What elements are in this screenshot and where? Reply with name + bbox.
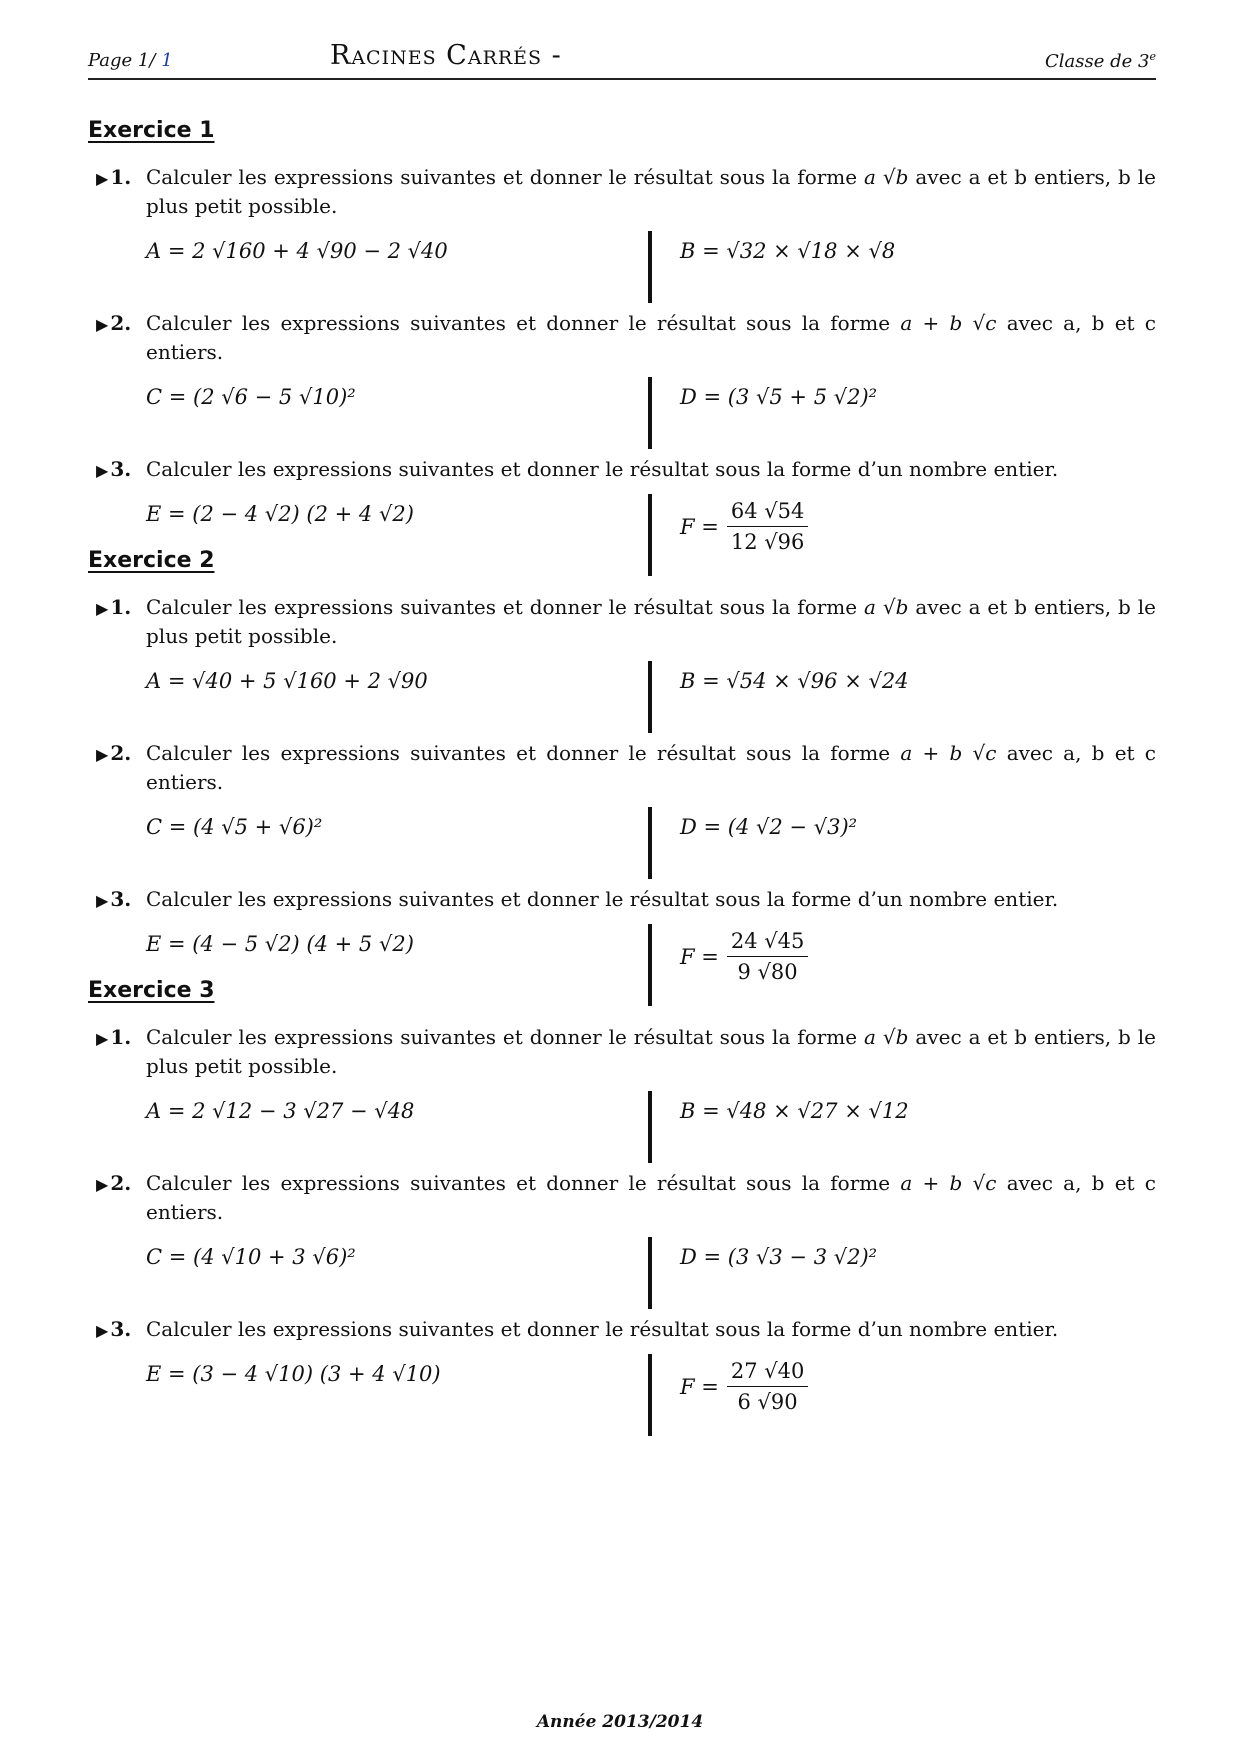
expression-f-prefix: F = xyxy=(680,1374,719,1399)
expression-c: C = (2 √6 − 5 √10)² xyxy=(146,385,356,409)
question-text: Calculer les expressions suivantes et donner le résultat sous la forme d’un nombre entier. xyxy=(146,887,1059,911)
expression-b: B = √32 × √18 × √8 xyxy=(680,239,896,263)
question-number: ▶ 1. xyxy=(96,165,132,189)
expressions-row xyxy=(88,377,1156,449)
question-text: Calculer les expressions suivantes et donner le résultat sous la forme d’un nombre entier. xyxy=(146,1317,1059,1341)
expression-e: E = (2 − 4 √2) (2 + 4 √2) xyxy=(146,502,414,526)
expression-d: D = (4 √2 − √3)² xyxy=(680,815,858,839)
question-2 xyxy=(88,1169,1156,1227)
triangle-bullet-icon: ▶ xyxy=(96,891,109,910)
question-text: Calculer les expressions suivantes et donner le résultat sous la forme a √b avec a et b entiers, b le plus petit possible. xyxy=(146,1025,1157,1078)
question-number: ▶ 2. xyxy=(96,311,132,335)
question-number: ▶ 2. xyxy=(96,741,132,765)
column-divider xyxy=(648,661,652,733)
triangle-bullet-icon: ▶ xyxy=(96,1029,109,1048)
page-label: Page 1/ xyxy=(88,50,156,71)
expressions-row xyxy=(88,1091,1156,1163)
expression-a: A = √40 + 5 √160 + 2 √90 xyxy=(146,669,428,693)
fraction-numerator: 64 √54 xyxy=(727,496,809,527)
expression-e: E = (3 − 4 √10) (3 + 4 √10) xyxy=(146,1362,441,1386)
column-divider xyxy=(648,1091,652,1163)
fraction-denominator: 9 √80 xyxy=(737,960,798,984)
result-form: a + b √c xyxy=(900,741,997,765)
expression-b: B = √54 × √96 × √24 xyxy=(680,669,909,693)
question-3 xyxy=(88,885,1156,914)
question-text: Calculer les expressions suivantes et donner le résultat sous la forme d’un nombre entier. xyxy=(146,457,1059,481)
question-text: Calculer les expressions suivantes et donner le résultat sous la forme a √b avec a et b entiers, b le plus petit possible. xyxy=(146,595,1157,648)
result-form: a √b xyxy=(864,595,909,619)
class-superscript: e xyxy=(1149,50,1156,63)
question-3 xyxy=(88,1315,1156,1344)
expression-e: E = (4 − 5 √2) (4 + 5 √2) xyxy=(146,932,414,956)
exercise-1 xyxy=(88,118,1156,582)
expression-a: A = 2 √12 − 3 √27 − √48 xyxy=(146,1099,415,1123)
triangle-bullet-icon: ▶ xyxy=(96,461,109,480)
question-2 xyxy=(88,739,1156,797)
fraction-numerator: 27 √40 xyxy=(727,1356,809,1387)
expression-d: D = (3 √3 − 3 √2)² xyxy=(680,1245,878,1269)
expression-a: A = 2 √160 + 4 √90 − 2 √40 xyxy=(146,239,448,263)
expressions-row xyxy=(88,807,1156,879)
triangle-bullet-icon: ▶ xyxy=(96,745,109,764)
result-form: a √b xyxy=(864,165,909,189)
question-number: ▶ 3. xyxy=(96,887,132,911)
column-divider xyxy=(648,1354,652,1436)
question-number: ▶ 2. xyxy=(96,1171,132,1195)
question-number: ▶ 1. xyxy=(96,595,132,619)
question-3 xyxy=(88,455,1156,484)
question-number: ▶ 3. xyxy=(96,457,132,481)
question-number: ▶ 1. xyxy=(96,1025,132,1049)
fraction-numerator: 24 √45 xyxy=(727,926,809,957)
expressions-row xyxy=(88,661,1156,733)
triangle-bullet-icon: ▶ xyxy=(96,599,109,618)
exercise-3 xyxy=(88,978,1156,1442)
column-divider xyxy=(648,377,652,449)
fraction-denominator: 6 √90 xyxy=(737,1390,798,1414)
question-1 xyxy=(88,163,1156,221)
expression-f-prefix: F = xyxy=(680,514,719,539)
exercise-title: Exercice 2 xyxy=(88,548,215,573)
result-form: a + b √c xyxy=(900,1171,997,1195)
triangle-bullet-icon: ▶ xyxy=(96,315,109,334)
fraction-denominator: 12 √96 xyxy=(730,530,805,554)
page-number-link[interactable]: 1 xyxy=(161,50,173,71)
column-divider xyxy=(648,1237,652,1309)
triangle-bullet-icon: ▶ xyxy=(96,1175,109,1194)
page-header xyxy=(88,38,1156,80)
expression-f-prefix: F = xyxy=(680,944,719,969)
column-divider xyxy=(648,807,652,879)
column-divider xyxy=(648,231,652,303)
question-text: Calculer les expressions suivantes et donner le résultat sous la forme a + b √c avec a, b et c entiers. xyxy=(146,741,1157,794)
question-text: Calculer les expressions suivantes et donner le résultat sous la forme a + b √c avec a, b et c entiers. xyxy=(146,311,1157,364)
expressions-row xyxy=(88,231,1156,303)
question-1 xyxy=(88,593,1156,651)
question-number: ▶ 3. xyxy=(96,1317,132,1341)
fraction xyxy=(727,1356,809,1417)
exercise-title: Exercice 1 xyxy=(88,118,215,143)
expression-c: C = (4 √10 + 3 √6)² xyxy=(146,1245,356,1269)
triangle-bullet-icon: ▶ xyxy=(96,169,109,188)
expressions-row xyxy=(88,1237,1156,1309)
exercise-2 xyxy=(88,548,1156,1012)
class-text: Classe de 3 xyxy=(1045,51,1150,72)
question-text: Calculer les expressions suivantes et donner le résultat sous la forme a + b √c avec a, b et c entiers. xyxy=(146,1171,1157,1224)
question-1 xyxy=(88,1023,1156,1081)
footer-year: Année 2013/2014 xyxy=(536,1712,704,1732)
question-text: Calculer les expressions suivantes et donner le résultat sous la forme a √b avec a et b entiers, b le plus petit possible. xyxy=(146,165,1157,218)
document-title: Racines Carrés - xyxy=(330,40,562,71)
page-indicator xyxy=(88,50,173,71)
expression-c: C = (4 √5 + √6)² xyxy=(146,815,323,839)
exercise-title: Exercice 3 xyxy=(88,978,215,1003)
triangle-bullet-icon: ▶ xyxy=(96,1321,109,1340)
class-label xyxy=(1045,50,1156,72)
expression-b: B = √48 × √27 × √12 xyxy=(680,1099,909,1123)
result-form: a √b xyxy=(864,1025,909,1049)
expression-f xyxy=(680,1356,808,1417)
expressions-row xyxy=(88,1354,1156,1436)
question-2 xyxy=(88,309,1156,367)
expression-d: D = (3 √5 + 5 √2)² xyxy=(680,385,878,409)
result-form: a + b √c xyxy=(900,311,997,335)
